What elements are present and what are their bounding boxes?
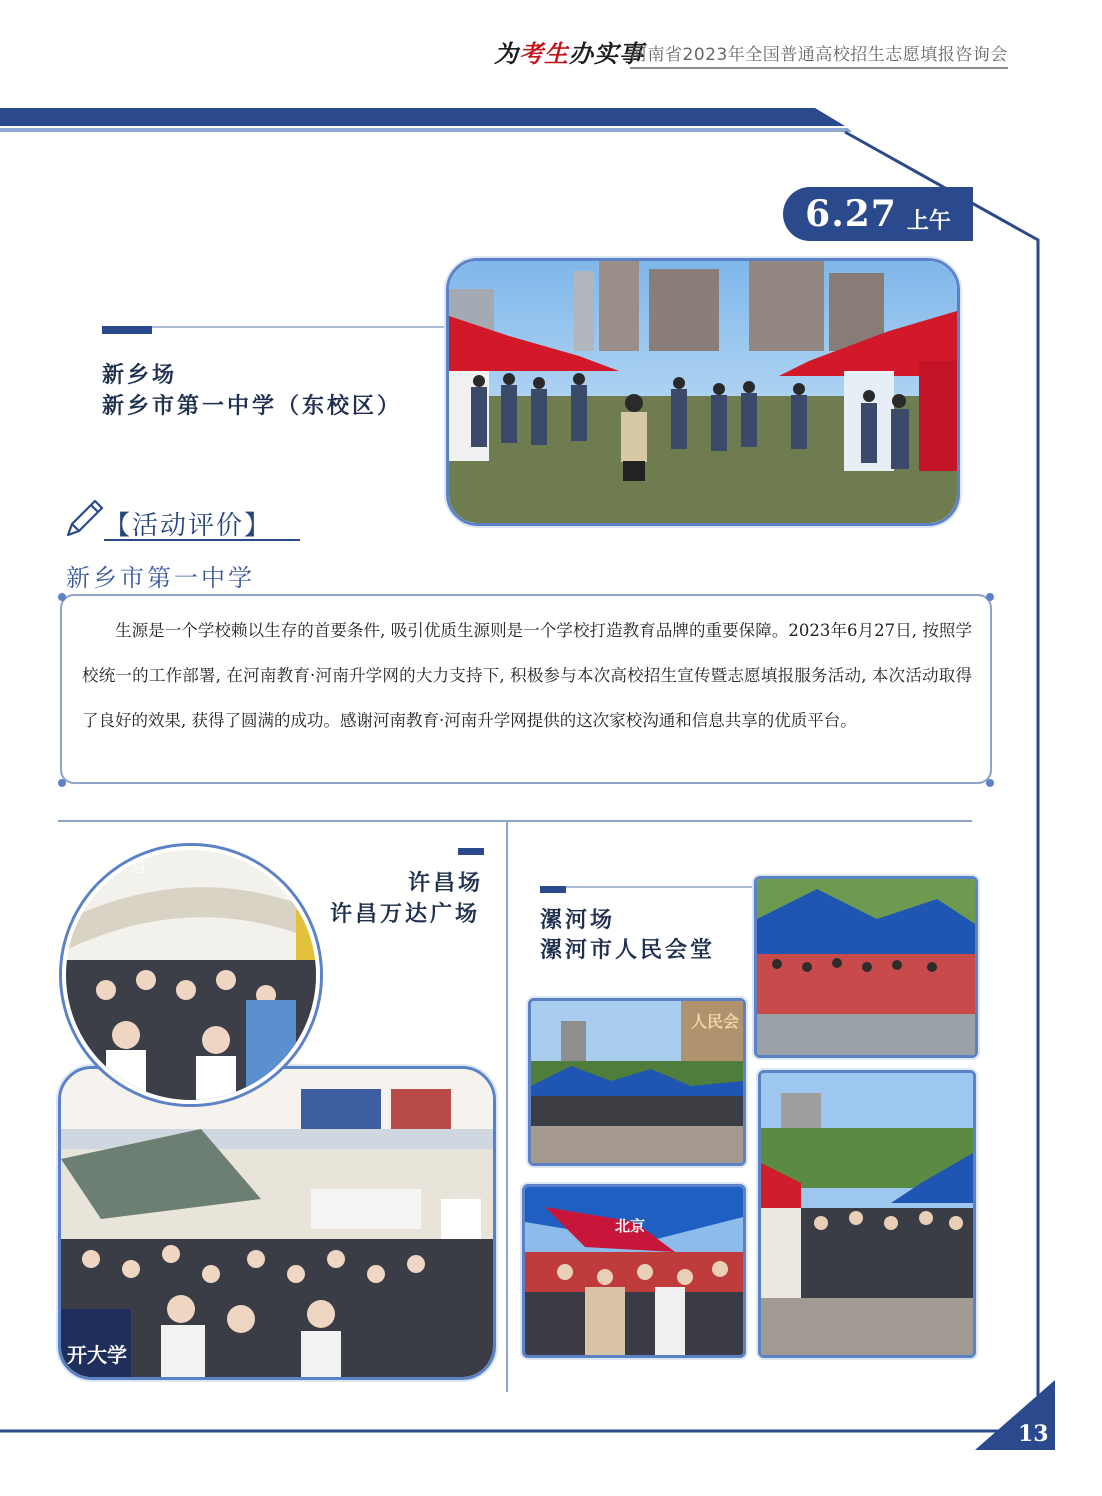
xinxiang-venue-location: 新乡市第一中学（东校区） — [102, 394, 403, 419]
luohe-photo-hall — [528, 998, 746, 1166]
photo-sign-hall: 人民会 — [691, 1012, 740, 1031]
xuchang-mall-photo — [58, 1066, 496, 1380]
xinxiang-event-photo — [446, 258, 960, 526]
luohe-photo-street — [758, 1070, 976, 1358]
date-label: 6.27 — [805, 193, 897, 235]
evaluation-paragraph: 生源是一个学校赖以生存的首要条件, 吸引优质生源则是一个学校打造教育品牌的重要保障。2023年6月27日, 按照学校统一的工作部署, 在河南教育·河南升学网的大力支持下, 积极参与本次高校招生宣传暨志愿填报服务活动, 本次活动取得了良好的效果, 获得了圆满的成功。感谢河南教育·河南升学网提供的这次家校沟通和信息共享的优质平台。 — [82, 621, 972, 730]
date-badge — [783, 187, 973, 241]
xinxiang-venue-title: 新乡场 — [102, 363, 178, 388]
xuchang-venue-title: 许昌场 — [408, 871, 484, 896]
xuchang-circle-photo — [62, 846, 320, 1104]
photo-sign-banner: 开大学 — [67, 1343, 127, 1367]
luohe-photo-tents — [522, 1184, 746, 1358]
xuchang-venue-location: 许昌万达广场 — [330, 902, 481, 927]
evaluation-school-name: 新乡市第一中学 — [66, 564, 255, 592]
photo-sign-mall: 许昌 — [116, 858, 147, 876]
page-number: 13 — [1018, 1421, 1049, 1447]
luohe-venue-location: 漯河市人民会堂 — [540, 938, 716, 963]
photo-sign-tent: 北京 — [615, 1217, 646, 1235]
pencil-icon — [62, 497, 106, 541]
luohe-photo-top-right — [754, 876, 978, 1058]
period-label: 上午 — [906, 208, 951, 234]
evaluation-heading: 【活动评价】 — [104, 511, 273, 541]
brand-slogan: 为考生办实事 — [494, 39, 644, 68]
page-header-title: 河南省2023年全国普通高校招生志愿填报咨询会 — [630, 40, 1008, 69]
text-box-corner-ornaments — [52, 587, 1012, 793]
luohe-venue-title: 漯河场 — [540, 908, 616, 933]
